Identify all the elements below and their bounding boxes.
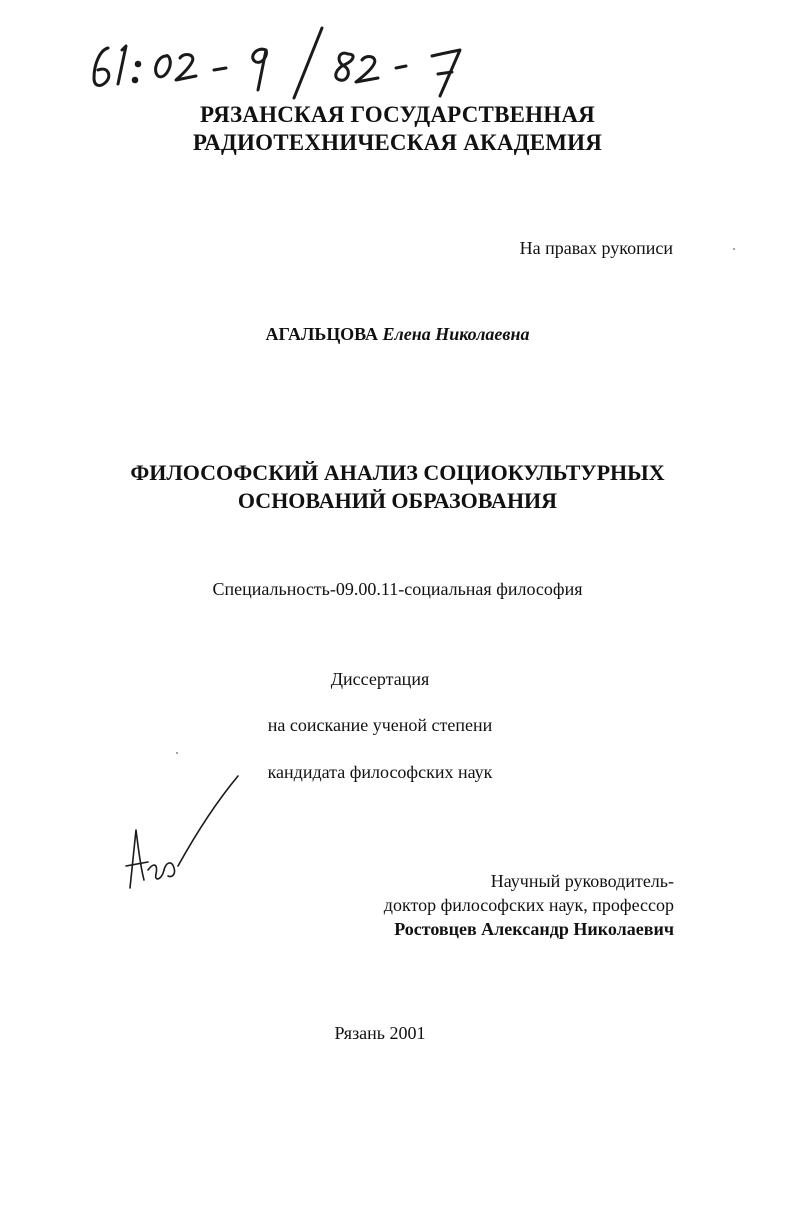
author-given-names: Елена Николаевна [382,324,530,344]
degree-type: Диссертация [330,669,430,689]
supervisor-credentials: доктор философских наук, профессор [383,895,674,915]
scan-speck [733,248,735,250]
degree-purpose: на соискание ученой степени [267,715,493,735]
institution-name [0,101,795,157]
manuscript-rights-note: На правах рукописи [519,238,673,258]
supervisor-block [384,869,674,941]
title-line-1: ФИЛОСОФСКИЙ АНАЛИЗ СОЦИОКУЛЬТУРНЫХ [130,460,665,485]
supervisor-name: Ростовцев Александр Николаевич [394,919,674,939]
degree-level: кандидата философских наук [267,762,493,782]
supervisor-role: Научный руководитель- [490,871,674,891]
place-and-year: Рязань 2001 [334,1023,426,1043]
handwritten-archive-code [86,20,486,100]
handwritten-signature [118,770,248,900]
author-name [0,324,795,345]
dissertation-title [0,459,795,515]
author-surname: АГАЛЬЦОВА [265,324,378,344]
institution-line-1: РЯЗАНСКАЯ ГОСУДАРСТВЕННАЯ [200,102,595,127]
specialty-line: Специальность-09.00.11-социальная философия [212,579,583,599]
institution-line-2: РАДИОТЕХНИЧЕСКАЯ АКАДЕМИЯ [192,130,603,155]
scan-speck [176,752,178,754]
title-line-2: ОСНОВАНИЙ ОБРАЗОВАНИЯ [237,488,558,513]
